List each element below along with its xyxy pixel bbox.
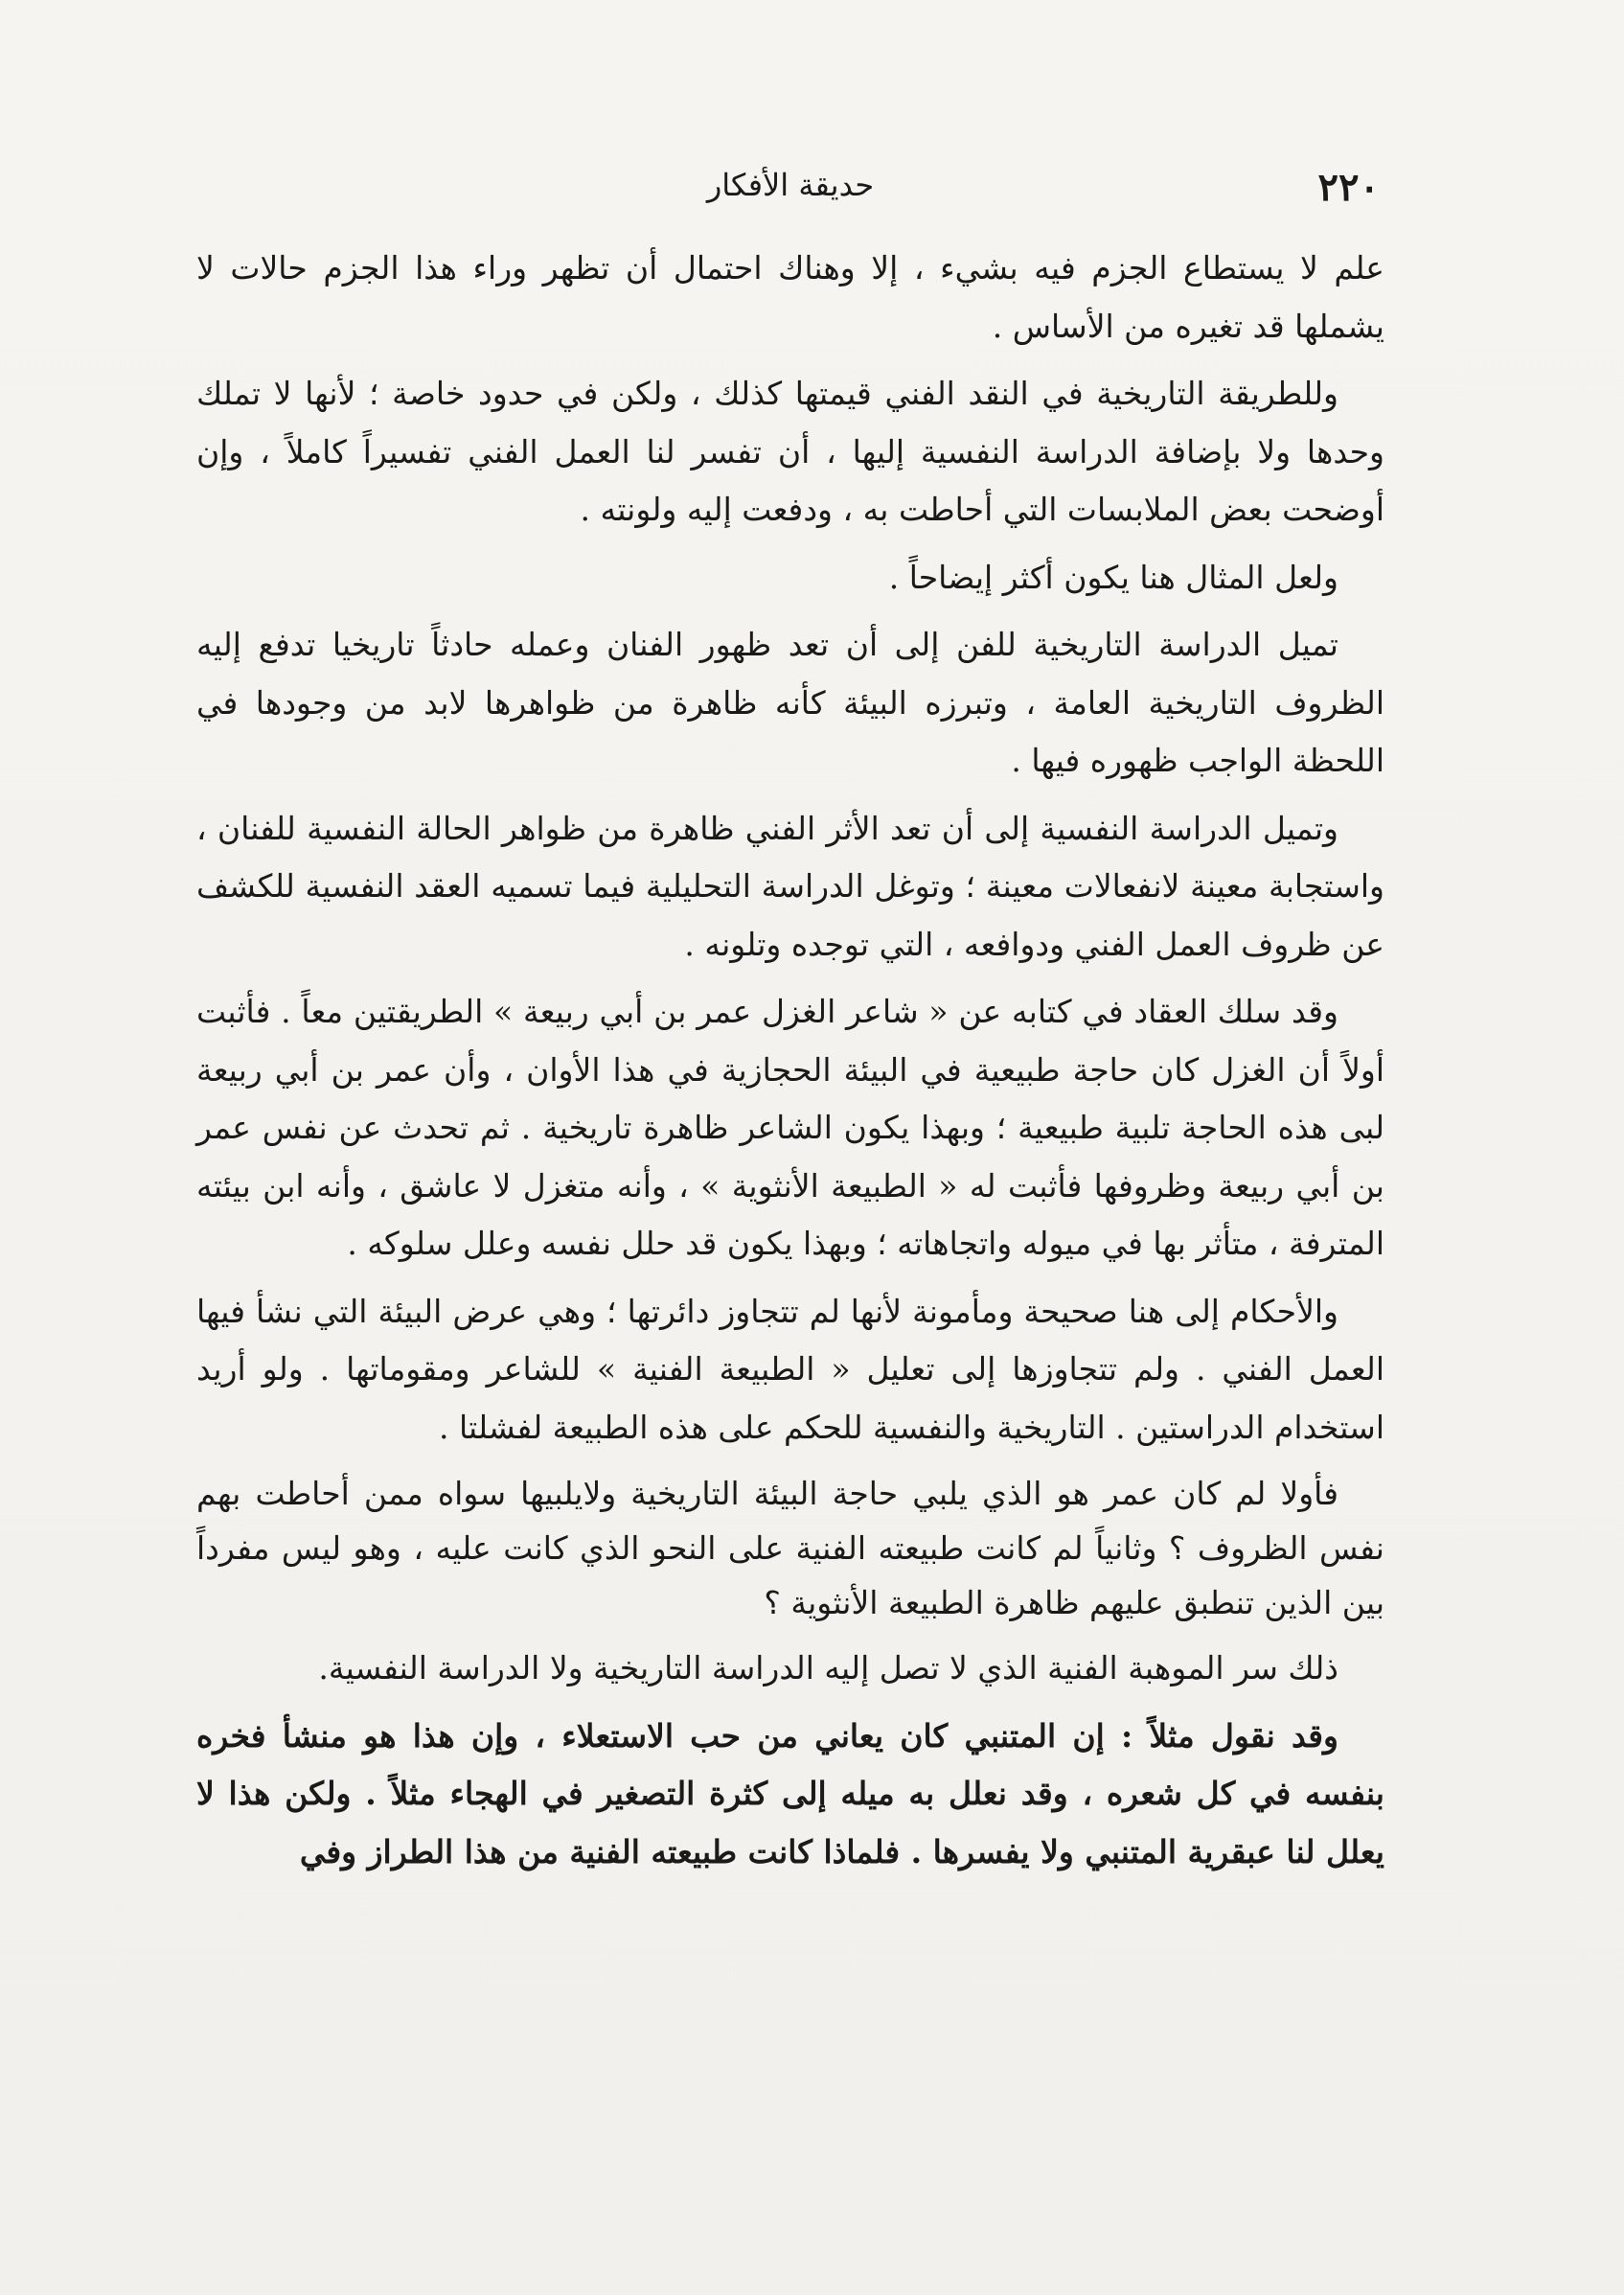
- paragraph: وقد نقول مثلاً : إن المتنبي كان يعاني من حب الاستعلاء ، وإن هذا هو منشأ فخره بنفسه في كل شعره ، وقد نعلل به ميله إلى كثرة التصغير في الهجاء مثلاً . ولكن هذا لا يعلل لنا عبقرية المتنبي ولا يفسرها . فلماذا كانت طبيعته الفنية من هذا الطراز وفي: [196, 1716, 1384, 1870]
- body-text: [196, 240, 1384, 1891]
- paragraph: وقد سلك العقاد في كتابه عن « شاعر الغزل عمر بن أبي ربيعة » الطريقتين معاً . فأثبت أولاً أن الغزل كان حاجة طبيعية في البيئة الحجازية في هذا الأوان ، وأن عمر بن أبي ربيعة لبى هذه الحاجة تلبية طبيعية ؛ وبهذا يكون الشاعر ظاهرة تاريخية . ثم تحدث عن نفس عمر بن أبي ربيعة وظروفها فأثبت له « الطبيعة الأنثوية » ، وأنه متغزل لا عاشق ، وأنه ابن بيئته المترفة ، متأثر بها في ميوله واتجاهاته ؛ وبهذا يكون قد حلل نفسه وعلل سلوكه .: [196, 993, 1384, 1262]
- paragraph: والأحكام إلى هنا صحيحة ومأمونة لأنها لم تتجاوز دائرتها ؛ وهي عرض البيئة التي نشأ فيها العمل الفني . ولم تتجاوزها إلى تعليل « الطبيعة الفنية » للشاعر ومقوماتها . ولو أريد استخدام الدراستين . التاريخية والنفسية للحكم على هذه الطبيعة لفشلتا .: [196, 1292, 1384, 1446]
- running-title: حديقة الأفكار: [706, 167, 875, 203]
- paragraph: وللطريقة التاريخية في النقد الفني قيمتها كذلك ، ولكن في حدود خاصة ؛ لأنها لا تملك وحدها ولا بإضافة الدراسة النفسية إليها ، أن تفسر لنا العمل الفني تفسيراً كاملاً ، وإن أوضحت بعض الملابسات التي أحاطت به ، ودفعت إليه ولونته .: [196, 375, 1384, 528]
- page-number: ٢٢٠: [1317, 165, 1380, 210]
- paragraph: علم لا يستطاع الجزم فيه بشيء ، إلا وهناك احتمال أن تظهر وراء هذا الجزم حالات لا يشملها قد تغيره من الأساس .: [196, 249, 1384, 345]
- paragraph: ذلك سر الموهبة الفنية الذي لا تصل إليه الدراسة التاريخية ولا الدراسة النفسية.: [318, 1649, 1338, 1687]
- page-header: [201, 161, 1380, 218]
- paragraph: ولعل المثال هنا يكون أكثر إيضاحاً .: [888, 558, 1338, 596]
- paragraph: وتميل الدراسة النفسية إلى أن تعد الأثر الفني ظاهرة من ظواهر الحالة النفسية للفنان ، واستجابة معينة لانفعالات معينة ؛ وتوغل الدراسة التحليلية فيما تسميه العقد النفسية للكشف عن ظروف العمل الفني ودوافعه ، التي توجده وتلونه .: [196, 809, 1384, 963]
- paragraph: فأولا لم كان عمر هو الذي يلبي حاجة البيئة التاريخية ولايلبيها سواه ممن أحاطت بهم نفس الظروف ؟ وثانياً لم كانت طبيعته الفنية على النحو الذي كانت عليه ، وهو ليس مفرداً بين الذين تنطبق عليهم ظاهرة الطبيعة الأنثوية ؟: [196, 1475, 1384, 1621]
- paragraph: تميل الدراسة التاريخية للفن إلى أن تعد ظهور الفنان وعمله حادثاً تاريخيا تدفع إليه الظروف التاريخية العامة ، وتبرزه البيئة كأنه ظاهرة من ظواهرها لابد من وجودها في اللحظة الواجب ظهوره فيها .: [196, 626, 1384, 779]
